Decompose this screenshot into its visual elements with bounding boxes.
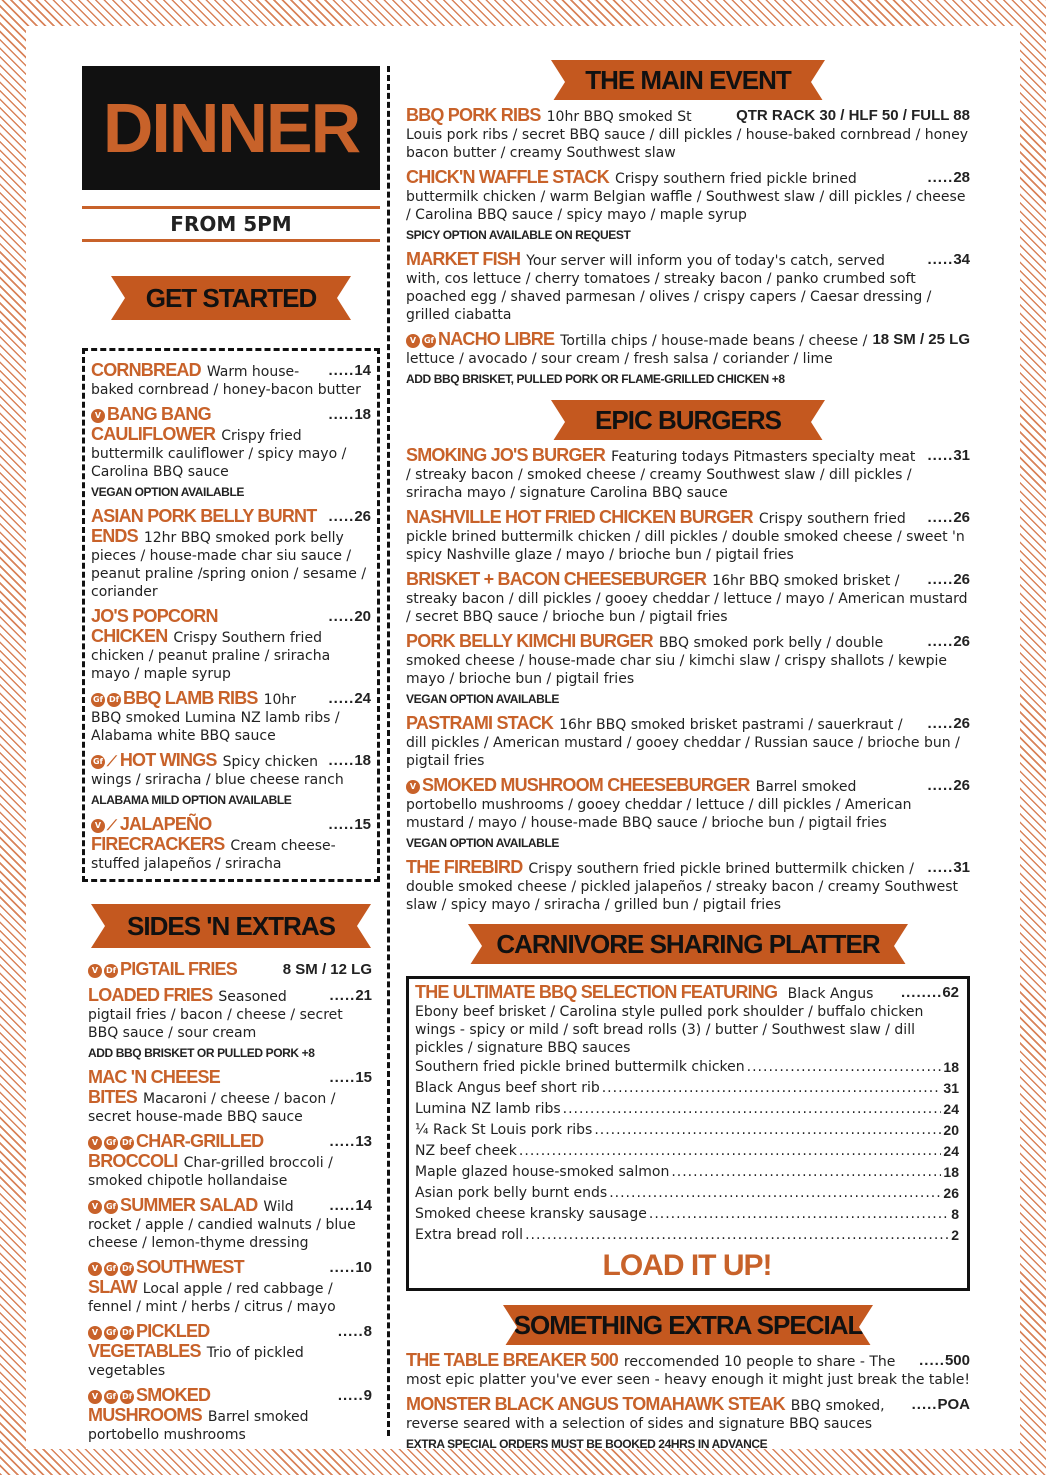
leader-dots bbox=[671, 1162, 941, 1183]
item-name: NACHO LIBRE bbox=[438, 329, 555, 349]
leader-dots: ........ bbox=[900, 984, 943, 1001]
df-badge-icon: Df bbox=[120, 1326, 134, 1340]
menu-item bbox=[406, 330, 970, 388]
extra-label: NZ beef cheek bbox=[415, 1143, 517, 1159]
menu-item bbox=[406, 570, 970, 626]
item-name: SMOKED MUSHROOM CHEESEBURGER bbox=[422, 775, 750, 795]
section-banner-get-started bbox=[111, 276, 351, 320]
extra-price: 24 bbox=[943, 1143, 959, 1159]
menu-item bbox=[88, 1068, 372, 1126]
item-description: Barrel smoked portobello mushrooms / gooey cheddar / lettuce / dill pickles / American mustard / mayo / house-made BBQ sauce / brioche bun / pigtail fries bbox=[406, 779, 912, 831]
leader-dots: ..... bbox=[927, 251, 954, 268]
price-value: 10 bbox=[355, 1259, 372, 1276]
menu-item bbox=[91, 751, 371, 809]
item-description: Barrel smoked portobello mushrooms bbox=[88, 1409, 309, 1443]
gf-badge-icon: Gf bbox=[104, 1136, 118, 1150]
item-description: 16hr BBQ smoked brisket / streaky bacon / dill pickles / gooey cheddar / lettuce / mayo / American mustard / secret BBQ sauce / brioche bun / pigtail fries bbox=[406, 573, 968, 625]
item-description: Black Angus Ebony beef brisket / Carolina style pulled pork shoulder / buffalo chicken wings - spicy or mild / soft bread rolls (3) / butter / Southwest slaw / dill pickles / signature BBQ sauces bbox=[415, 986, 924, 1056]
item-price bbox=[923, 715, 970, 733]
leader-dots: ..... bbox=[328, 816, 355, 833]
item-description: Spicy chicken wings / sriracha / blue cheese ranch bbox=[91, 754, 344, 788]
v-badge-icon: V bbox=[406, 780, 420, 794]
item-name: MARKET FISH bbox=[406, 249, 521, 269]
menu-title-text: DINNER bbox=[102, 89, 360, 167]
menu-item bbox=[91, 689, 371, 745]
item-name: JO'S POPCORN CHICKEN bbox=[91, 606, 218, 646]
platter-extra-row bbox=[415, 1162, 959, 1183]
item-note: VEGAN OPTION AVAILABLE bbox=[406, 836, 559, 850]
column-divider bbox=[387, 66, 390, 1436]
menu-item bbox=[91, 507, 371, 601]
menu-title bbox=[82, 66, 380, 190]
item-name: NASHVILLE HOT FRIED CHICKEN BURGER bbox=[406, 507, 753, 527]
item-description: Macaroni / cheese / bacon / secret house-made BBQ sauce bbox=[88, 1091, 336, 1125]
v-badge-icon: V bbox=[88, 1326, 102, 1340]
load-it-up-stamp: LOAD IT UP! bbox=[602, 1249, 772, 1282]
item-name: SMOKED MUSHROOMS bbox=[88, 1385, 211, 1425]
gf-badge-icon: Gf bbox=[104, 1326, 118, 1340]
platter-extra-row bbox=[415, 1099, 959, 1120]
leader-dots: ..... bbox=[328, 690, 355, 707]
v-badge-icon: V bbox=[406, 334, 420, 348]
item-name: JALAPEÑO FIRECRACKERS bbox=[91, 814, 225, 854]
item-note: ADD BBQ BRISKET OR PULLED PORK +8 bbox=[88, 1046, 315, 1060]
extra-label: Maple glazed house-smoked salmon bbox=[415, 1164, 670, 1180]
platter-extra-row bbox=[415, 1225, 959, 1246]
item-description: Cream cheese-stuffed jalapeños / sriracha bbox=[91, 838, 336, 872]
section-banner-sides bbox=[91, 904, 371, 948]
item-description: Char-grilled broccoli / smoked chipotle hollandaise bbox=[88, 1155, 333, 1189]
item-price bbox=[324, 362, 371, 380]
leader-dots: ..... bbox=[919, 1352, 945, 1369]
item-description: Crispy Southern fried chicken / peanut praline / sriracha mayo / maple syrup bbox=[91, 630, 331, 682]
gf-badge-icon: Gf bbox=[104, 1262, 118, 1276]
item-price bbox=[324, 406, 371, 424]
v-badge-icon: V bbox=[88, 1136, 102, 1150]
extra-price: 31 bbox=[943, 1080, 959, 1096]
item-description: BBQ smoked pork belly / double smoked cheese / house-made char siu / kimchi slaw / crispy shallots / kewpie mayo / brioche bun / pigtail fries bbox=[406, 635, 948, 687]
price-value: 14 bbox=[354, 362, 371, 379]
item-name: THE TABLE BREAKER 500 bbox=[406, 1350, 618, 1370]
leader-dots: ..... bbox=[328, 362, 355, 379]
leader-dots: ..... bbox=[329, 1133, 356, 1150]
item-name: HOT WINGS bbox=[119, 750, 217, 770]
item-description: Trio of pickled vegetables bbox=[88, 1345, 304, 1379]
item-note: EXTRA SPECIAL ORDERS MUST BE BOOKED 24HRS IN ADVANCE bbox=[406, 1437, 768, 1451]
item-description: Crispy southern fried pickle brined buttermilk chicken / dill pickles / double smoked cheese / sweet 'n spicy Nashville glaze / mayo / brioche bun / pigtail fries bbox=[406, 511, 965, 563]
item-price bbox=[923, 447, 970, 465]
section-title: THE MAIN EVENT bbox=[585, 65, 791, 95]
item-name: BBQ LAMB RIBS bbox=[123, 688, 258, 708]
item-description: 10hr BBQ smoked St Louis pork ribs / secret BBQ sauce / dill pickles / house-baked cornbread / honey bacon butter / creamy Southwest slaw bbox=[406, 109, 968, 161]
extra-price: 26 bbox=[943, 1185, 959, 1201]
menu-item bbox=[406, 1351, 970, 1389]
menu-item bbox=[406, 776, 970, 852]
leader-dots: ..... bbox=[927, 509, 954, 526]
item-price bbox=[923, 509, 970, 527]
item-name: CHAR-GRILLED BROCCOLI bbox=[88, 1131, 264, 1171]
leader-dots bbox=[525, 1225, 949, 1246]
price-value: 21 bbox=[355, 987, 372, 1004]
item-description: Wild rocket / apple / candied walnuts / blue cheese / lemon-thyme dressing bbox=[88, 1199, 356, 1251]
gf-badge-icon: Gf bbox=[104, 1390, 118, 1404]
item-name: PIGTAIL FRIES bbox=[120, 959, 237, 979]
leader-dots: ..... bbox=[927, 169, 954, 186]
section-banner-special bbox=[503, 1305, 873, 1345]
item-name: CORNBREAD bbox=[91, 360, 201, 380]
item-name: BANG BANG CAULIFLOWER bbox=[91, 404, 216, 444]
leader-dots bbox=[563, 1099, 942, 1120]
price-value: 13 bbox=[355, 1133, 372, 1150]
extra-label: Lumina NZ lamb ribs bbox=[415, 1101, 561, 1117]
item-name: SUMMER SALAD bbox=[120, 1195, 258, 1215]
price-value: 26 bbox=[953, 633, 970, 650]
leader-dots: ..... bbox=[927, 715, 954, 732]
gf-badge-icon: Gf bbox=[91, 693, 105, 707]
left-column bbox=[82, 66, 380, 1444]
price-value: 28 bbox=[953, 169, 970, 186]
menu-item bbox=[88, 1322, 372, 1380]
item-price bbox=[324, 690, 371, 708]
leader-dots: ..... bbox=[927, 633, 954, 650]
item-name: SMOKING JO'S BURGER bbox=[406, 445, 606, 465]
item-name: BBQ PORK RIBS bbox=[406, 105, 541, 125]
item-description: Local apple / red cabbage / fennel / mint / herbs / citrus / mayo bbox=[88, 1281, 336, 1315]
gf-badge-icon: Gf bbox=[422, 334, 436, 348]
extra-label: ¼ Rack St Louis pork ribs bbox=[415, 1122, 593, 1138]
platter-extra-row bbox=[415, 1120, 959, 1141]
item-description: 10hr BBQ smoked Lumina NZ lamb ribs / Alabama white BBQ sauce bbox=[91, 692, 340, 744]
section-banner-burgers bbox=[551, 400, 825, 440]
item-price bbox=[279, 961, 372, 979]
item-price bbox=[868, 331, 970, 349]
item-name: MAC 'N CHEESE BITES bbox=[88, 1067, 220, 1107]
platter-box bbox=[406, 976, 970, 1291]
item-price bbox=[908, 1396, 970, 1414]
section-title: GET STARTED bbox=[145, 283, 317, 313]
leader-dots: ..... bbox=[328, 752, 355, 769]
section-title: EPIC BURGERS bbox=[595, 405, 781, 435]
price-value: 31 bbox=[953, 447, 970, 464]
price-value: 8 SM / 12 LG bbox=[282, 961, 372, 978]
price-value: 34 bbox=[953, 251, 970, 268]
leader-dots: ..... bbox=[329, 987, 356, 1004]
item-name: SOUTHWEST SLAW bbox=[88, 1257, 244, 1297]
main-event-list bbox=[406, 106, 970, 388]
item-name: PICKLED VEGETABLES bbox=[88, 1321, 210, 1361]
v-badge-icon: V bbox=[88, 1200, 102, 1214]
item-price bbox=[334, 1323, 372, 1341]
item-name: CHICK'N WAFFLE STACK bbox=[406, 167, 609, 187]
item-price bbox=[732, 107, 970, 125]
get-started-list bbox=[82, 348, 380, 882]
sides-list bbox=[82, 952, 380, 1444]
price-value: 26 bbox=[953, 777, 970, 794]
item-description: Crispy southern fried pickle brined buttermilk chicken / warm Belgian waffle / Southwest slaw / dill pickles / cheese / Carolina BBQ sauce / spicy mayo / maple syrup bbox=[406, 171, 966, 223]
item-price bbox=[923, 859, 970, 877]
platter-main-item bbox=[415, 983, 959, 1057]
df-badge-icon: Df bbox=[120, 1136, 134, 1150]
leader-dots: ..... bbox=[927, 571, 954, 588]
extra-label: Asian pork belly burnt ends bbox=[415, 1185, 608, 1201]
item-name: BRISKET + BACON CHEESEBURGER bbox=[406, 569, 707, 589]
item-price bbox=[324, 508, 371, 526]
item-description: 12hr BBQ smoked pork belly pieces / house-made char siu sauce / peanut praline /spring onion / sesame / coriander bbox=[91, 530, 367, 600]
item-description: reccomended 10 people to share - The most epic platter you've ever seen - heavy enough it might just break the table! bbox=[406, 1354, 970, 1388]
price-value: 26 bbox=[953, 715, 970, 732]
menu-item bbox=[406, 632, 970, 708]
leader-dots: ..... bbox=[328, 508, 355, 525]
menu-item bbox=[406, 168, 970, 244]
price-value: 15 bbox=[355, 1069, 372, 1086]
gf-badge-icon: Gf bbox=[104, 1200, 118, 1214]
extra-price: 20 bbox=[943, 1122, 959, 1138]
menu-item bbox=[406, 508, 970, 564]
chili-icon: ⟋ bbox=[107, 818, 117, 834]
item-note: SPICY OPTION AVAILABLE ON REQUEST bbox=[406, 228, 631, 242]
menu-item bbox=[406, 250, 970, 324]
v-badge-icon: V bbox=[91, 409, 105, 423]
menu-item bbox=[406, 106, 970, 162]
item-name: THE FIREBIRD bbox=[406, 857, 523, 877]
item-name: ASIAN PORK BELLY BURNT ENDS bbox=[91, 506, 317, 546]
item-description: Featuring todays Pitmasters specialty meat / streaky bacon / smoked cheese / creamy Southwest slaw / dill pickles / sriracha mayo / signature Carolina BBQ sauce bbox=[406, 449, 916, 501]
price-value: 9 bbox=[363, 1387, 372, 1404]
price-value: 62 bbox=[942, 984, 959, 1001]
item-description: Crispy southern fried pickle brined buttermilk chicken / double smoked cheese / pickled jalapeños / streaky bacon / creamy Southwest slaw / spicy mayo / sriracha / grilled bun / pigtail fries bbox=[406, 861, 958, 913]
leader-dots: ..... bbox=[927, 777, 954, 794]
leader-dots bbox=[519, 1141, 942, 1162]
section-banner-main-event bbox=[551, 60, 825, 100]
section-title: CARNIVORE SHARING PLATTER bbox=[496, 929, 880, 959]
section-banner-platter bbox=[468, 924, 908, 964]
price-value: 18 bbox=[354, 752, 371, 769]
v-badge-icon: V bbox=[88, 1390, 102, 1404]
item-description: Tortilla chips / house-made beans / cheese / lettuce / avocado / sour cream / fresh salsa / coriander / lime bbox=[406, 333, 868, 367]
chili-icon: ⟋ bbox=[107, 754, 117, 770]
menu-item bbox=[406, 1395, 970, 1453]
price-value: 31 bbox=[953, 859, 970, 876]
gf-badge-icon: Gf bbox=[91, 755, 105, 769]
price-value: 24 bbox=[354, 690, 371, 707]
item-description: 16hr BBQ smoked brisket pastrami / sauerkraut / dill pickles / American mustard / gooey cheddar / Russian sauce / brioche bun / pigtail fries bbox=[406, 717, 960, 769]
menu-item bbox=[91, 607, 371, 683]
item-name: PORK BELLY KIMCHI BURGER bbox=[406, 631, 653, 651]
menu-item bbox=[406, 446, 970, 502]
item-description: BBQ smoked, reverse seared with a selection of sides and signature BBQ sauces bbox=[406, 1398, 885, 1432]
item-price bbox=[915, 1352, 970, 1370]
leader-dots bbox=[602, 1078, 942, 1099]
price-value: 15 bbox=[354, 816, 371, 833]
platter-extra-row bbox=[415, 1078, 959, 1099]
price-value: 20 bbox=[354, 608, 371, 625]
leader-dots: ..... bbox=[328, 608, 355, 625]
leader-dots bbox=[609, 1183, 941, 1204]
leader-dots: ..... bbox=[911, 1396, 938, 1413]
platter-extra-row bbox=[415, 1141, 959, 1162]
menu-item bbox=[88, 960, 372, 980]
item-price bbox=[334, 1387, 372, 1405]
v-badge-icon: V bbox=[88, 1262, 102, 1276]
item-name: LOADED FRIES bbox=[88, 985, 213, 1005]
menu-item bbox=[91, 361, 371, 399]
leader-dots bbox=[747, 1057, 942, 1078]
item-price bbox=[324, 752, 371, 770]
item-note: ADD BBQ BRISKET, PULLED PORK OR FLAME-GRILLED CHICKEN +8 bbox=[406, 372, 785, 386]
price-value: 26 bbox=[354, 508, 371, 525]
item-price bbox=[923, 169, 970, 187]
price-value: QTR RACK 30 / HLF 50 / FULL 88 bbox=[736, 107, 970, 124]
platter-extra-row bbox=[415, 1183, 959, 1204]
item-price bbox=[923, 251, 970, 269]
item-note: ALABAMA MILD OPTION AVAILABLE bbox=[91, 793, 292, 807]
price-value: 26 bbox=[953, 509, 970, 526]
item-price bbox=[325, 1069, 372, 1087]
leader-dots: ..... bbox=[329, 1069, 356, 1086]
item-price bbox=[923, 777, 970, 795]
price-value: POA bbox=[937, 1396, 970, 1413]
df-badge-icon: Df bbox=[120, 1262, 134, 1276]
item-name: MONSTER BLACK ANGUS TOMAHAWK STEAK bbox=[406, 1394, 785, 1414]
item-price bbox=[325, 1133, 372, 1151]
price-value: 14 bbox=[355, 1197, 372, 1214]
df-badge-icon: Df bbox=[107, 693, 121, 707]
menu-item bbox=[88, 1132, 372, 1190]
extra-price: 24 bbox=[943, 1101, 959, 1117]
menu-item bbox=[88, 986, 372, 1062]
item-price bbox=[324, 816, 371, 834]
price-value: 18 SM / 25 LG bbox=[872, 331, 970, 348]
leader-dots: ..... bbox=[337, 1387, 364, 1404]
extra-price: 18 bbox=[943, 1164, 959, 1180]
burgers-list bbox=[406, 446, 970, 914]
platter-extra-row bbox=[415, 1204, 959, 1225]
item-price bbox=[325, 1197, 372, 1215]
extra-price: 18 bbox=[943, 1059, 959, 1075]
item-note: VEGAN OPTION AVAILABLE bbox=[406, 692, 559, 706]
menu-item bbox=[88, 1196, 372, 1252]
item-price bbox=[324, 608, 371, 626]
leader-dots: ..... bbox=[337, 1323, 364, 1340]
item-name: THE ULTIMATE BBQ SELECTION FEATURING bbox=[415, 982, 778, 1002]
item-description: Warm house-baked cornbread / honey-bacon butter bbox=[91, 364, 361, 398]
price-value: 8 bbox=[363, 1323, 372, 1340]
item-price bbox=[923, 633, 970, 651]
extra-price: 2 bbox=[951, 1227, 959, 1243]
leader-dots: ..... bbox=[328, 406, 355, 423]
menu-subtitle: FROM 5PM bbox=[82, 206, 380, 242]
menu-item bbox=[88, 1386, 372, 1444]
menu-item bbox=[91, 405, 371, 501]
menu-item bbox=[88, 1258, 372, 1316]
price-value: 500 bbox=[944, 1352, 970, 1369]
leader-dots: ..... bbox=[927, 859, 954, 876]
item-price bbox=[897, 984, 959, 1002]
item-price bbox=[923, 571, 970, 589]
section-title: SIDES 'N EXTRAS bbox=[127, 911, 335, 941]
section-title: SOMETHING EXTRA SPECIAL bbox=[513, 1310, 863, 1340]
menu-item bbox=[91, 815, 371, 873]
extra-label: Southern fried pickle brined buttermilk chicken bbox=[415, 1059, 745, 1075]
extra-label: Extra bread roll bbox=[415, 1227, 524, 1243]
extra-price: 8 bbox=[951, 1206, 959, 1222]
item-price bbox=[325, 987, 372, 1005]
item-description: Seasoned pigtail fries / bacon / cheese / secret BBQ sauce / sour cream bbox=[88, 989, 343, 1041]
item-note: VEGAN OPTION AVAILABLE bbox=[91, 485, 244, 499]
platter-extra-row bbox=[415, 1057, 959, 1078]
right-column bbox=[406, 60, 970, 1453]
df-badge-icon: Df bbox=[120, 1390, 134, 1404]
extra-label: Smoked cheese kransky sausage bbox=[415, 1206, 647, 1222]
leader-dots bbox=[594, 1120, 941, 1141]
menu-item bbox=[406, 714, 970, 770]
v-badge-icon: V bbox=[88, 964, 102, 978]
item-price bbox=[325, 1259, 372, 1277]
menu-item bbox=[406, 858, 970, 914]
leader-dots: ..... bbox=[927, 447, 954, 464]
price-value: 26 bbox=[953, 571, 970, 588]
platter-extras bbox=[415, 1057, 959, 1246]
price-value: 18 bbox=[354, 406, 371, 423]
v-badge-icon: V bbox=[91, 819, 105, 833]
leader-dots: ..... bbox=[329, 1259, 356, 1276]
item-description: Crispy fried buttermilk cauliflower / spicy mayo / Carolina BBQ sauce bbox=[91, 428, 347, 480]
extra-label: Black Angus beef short rib bbox=[415, 1080, 600, 1096]
item-description: Your server will inform you of today's catch, served with, cos lettuce / cherry tomatoes / streaky bacon / panko crumbed soft poached egg / shaved parmesan / olives / crispy capers / Caesar dressing / grilled ciabatta bbox=[406, 253, 932, 323]
leader-dots bbox=[649, 1204, 949, 1225]
leader-dots: ..... bbox=[329, 1197, 356, 1214]
special-list bbox=[406, 1351, 970, 1453]
item-name: PASTRAMI STACK bbox=[406, 713, 554, 733]
df-badge-icon: Df bbox=[104, 964, 118, 978]
